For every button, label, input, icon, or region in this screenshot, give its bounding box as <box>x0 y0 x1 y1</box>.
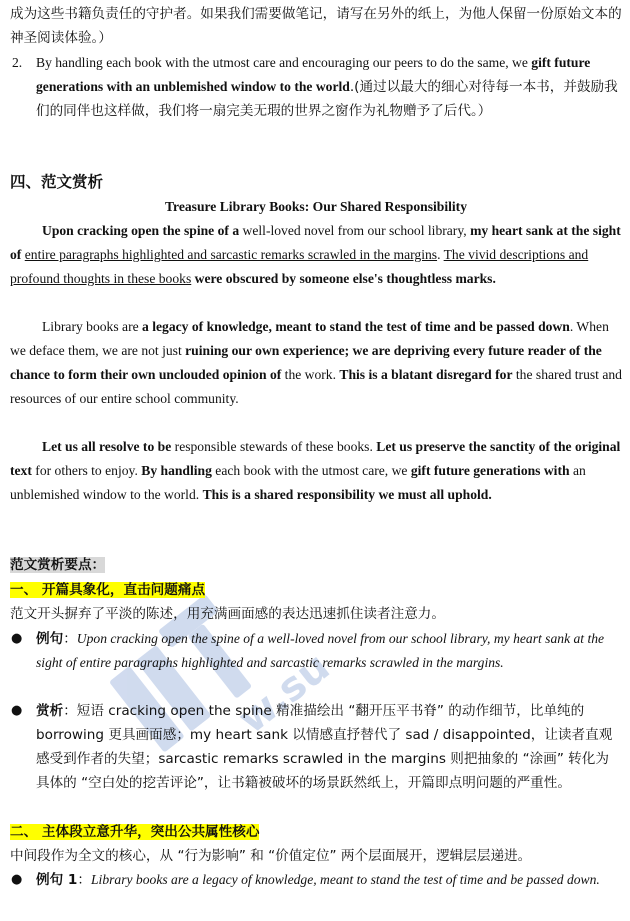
example-sentence-2: 例句 1：Library books are a legacy of knowledge, meant to stand the test of time and be passed down. <box>36 872 600 888</box>
bullet-icon: ● <box>11 703 23 718</box>
point1-heading: 一、 开篇具象化，直击问题痛点 <box>10 582 206 598</box>
essay-title: Treasure Library Books: Our Shared Responsibility <box>164 199 467 214</box>
bullet-icon: ● <box>11 872 23 887</box>
list-number: 2. <box>12 55 23 70</box>
point2-heading: 二、 主体段立意升华，突出公共属性核心 <box>10 824 260 840</box>
point1-intro: 范文开头摒弃了平淡的陈述，用充满画面感的表达迅速抓住读者注意力。 <box>10 606 445 622</box>
top-partial-paragraph: 成为这些书籍负责任的守护者。如果我们需要做笔记，请写在另外的纸上，为他人保留一份原始文本的神圣阅读体验。） <box>10 6 622 46</box>
section-heading: 四、范文赏析 <box>10 173 104 191</box>
appreciation-text: 赏析：短语 cracking open the spine 精准描绘出 “翻开压平书脊” 的动作细节，比单纯的 borrowing 更具画面感；my heart sank 以情感直抒替代了 sad / disappointed，让读者直观感受到作者的失望；sarcastic remarks scrawled in the margins 则把抽象的 “涂画” 转化为具体的 “空白处的挖苦评论”，让书籍被破坏的场景跃然纸上，开篇即点明问题的严重性。 <box>36 703 613 791</box>
svg-text:w.su: w.su <box>229 643 339 743</box>
point2-intro: 中间段作为全文的核心，从 “行为影响” 和 “价值定位” 两个层面展开，逻辑层层递进。 <box>10 848 532 864</box>
essay-paragraph-3: Let us all resolve to be responsible stewards of these books. Let us preserve the sanctity of the original text for others to enjoy. By handling each book with the utmost care, we gift future generations with an unblemished window to the world. This is a shared responsibility we must all uphold. <box>10 439 621 502</box>
list-item-2: By handling each book with the utmost care and encouraging our peers to do the same, we gift future generations with an unblemished window to the world.(通过以最大的细心对待每一本书，并鼓励我们的同伴也这样做，我们将一扇完美无瑕的世界之窗作为礼物赠予了后代。） <box>36 55 618 119</box>
essay-paragraph-1: Upon cracking open the spine of a well-loved novel from our school library, my heart sank at the sight of entire paragraphs highlighted and sarcastic remarks scrawled in the margins. The vivid descriptions and profound thoughts in these books were obscured by someone else's thoughtless marks. <box>10 223 621 286</box>
analysis-heading: 范文赏析要点： <box>10 557 106 573</box>
example-sentence: 例句：Upon cracking open the spine of a well-loved novel from our school library, my heart sank at the sight of entire paragraphs highlighted and sarcastic remarks scrawled in the margins. <box>36 631 605 670</box>
bullet-icon: ● <box>11 631 23 646</box>
essay-paragraph-2: Library books are a legacy of knowledge, meant to stand the test of time and be passed down. When we deface them, we are not just ruining our own experience; we are depriving every future reader of the chance to form their own unclouded opinion of the work. This is a blatant disregard for the shared trust and resources of our entire school community. <box>10 319 622 406</box>
